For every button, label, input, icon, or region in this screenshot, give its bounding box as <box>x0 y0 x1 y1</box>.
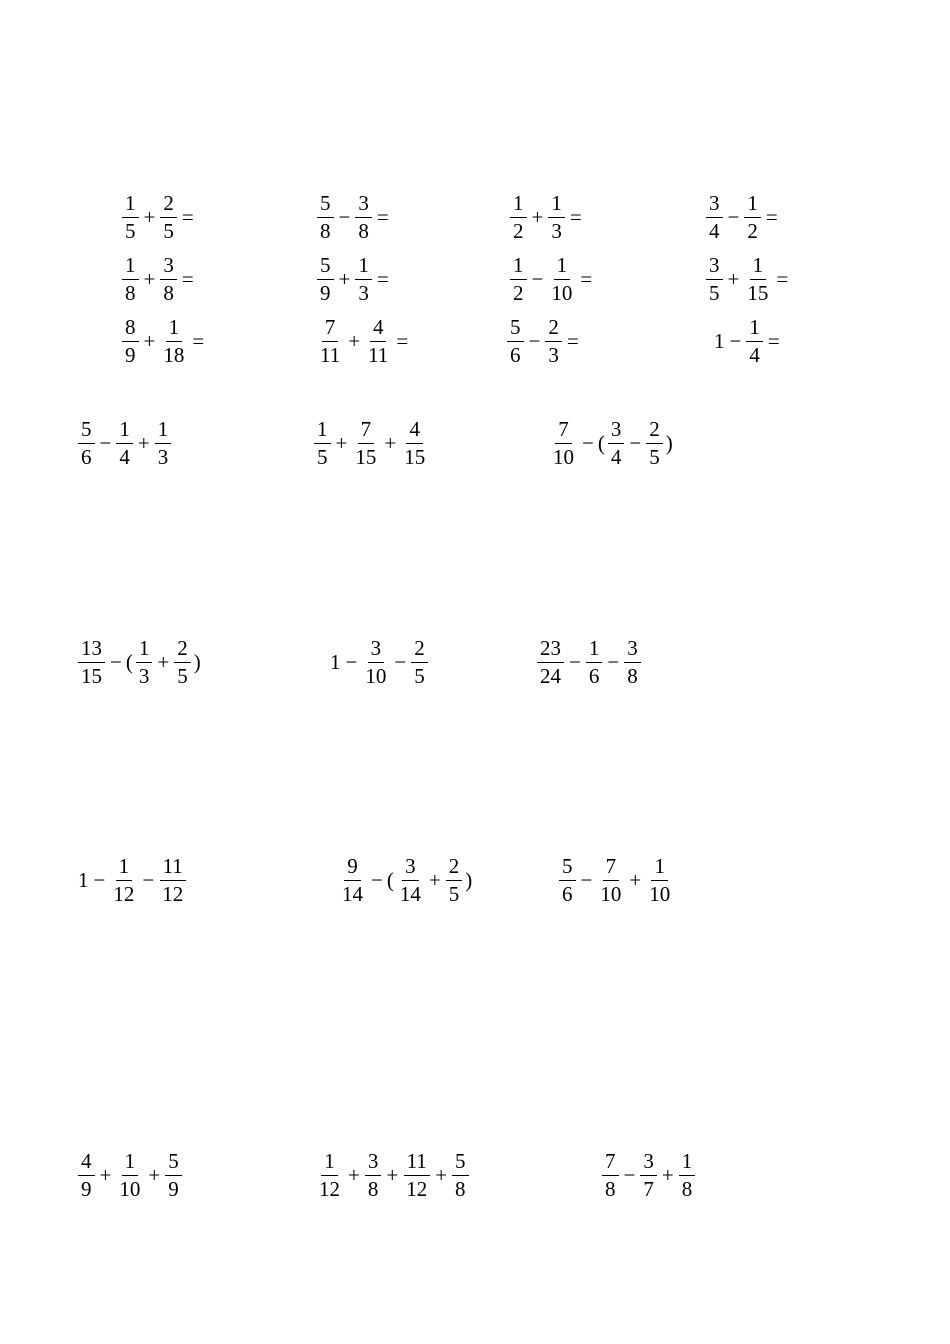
equals-sign: = <box>580 266 593 291</box>
operator: + <box>148 1162 161 1187</box>
fraction-numerator: 3 <box>365 1149 382 1176</box>
fraction <box>550 417 577 470</box>
equals-sign: = <box>566 328 579 353</box>
operator: + <box>384 430 397 455</box>
operator: − <box>623 1162 636 1187</box>
whole-number: 1 <box>330 649 341 674</box>
problem-item <box>76 627 202 697</box>
fraction-numerator: 1 <box>116 854 133 881</box>
fraction-numerator: 3 <box>624 636 641 663</box>
fraction <box>510 253 527 306</box>
fraction <box>160 253 177 306</box>
operator: − <box>569 649 581 674</box>
problem-item <box>704 182 781 252</box>
fraction-denominator: 8 <box>125 280 136 305</box>
operator: − <box>345 649 358 674</box>
fraction-denominator: 6 <box>588 663 600 688</box>
fraction-denominator: 5 <box>163 218 174 243</box>
operator: + <box>531 204 544 229</box>
equals-sign: = <box>181 204 194 229</box>
fraction <box>165 1149 182 1202</box>
equals-sign: = <box>192 328 205 353</box>
fraction <box>545 315 562 368</box>
fraction-numerator: 5 <box>317 191 334 218</box>
fraction-denominator: 2 <box>513 218 524 243</box>
fraction <box>174 636 191 689</box>
fraction-numerator: 1 <box>122 191 139 218</box>
fraction <box>452 1149 469 1202</box>
fraction-numerator: 5 <box>452 1149 469 1176</box>
fraction-numerator: 7 <box>603 854 620 881</box>
fraction <box>403 1149 430 1202</box>
fraction <box>122 253 139 306</box>
operator: − <box>629 430 642 455</box>
fraction <box>317 191 334 244</box>
fraction <box>744 191 761 244</box>
fraction <box>706 253 723 306</box>
parenthesis: ( <box>125 649 133 674</box>
fraction-denominator: 18 <box>163 342 185 367</box>
operator: − <box>729 328 742 353</box>
fraction-numerator: 1 <box>155 417 172 444</box>
fraction-numerator: 9 <box>344 854 361 881</box>
operator: + <box>348 328 361 353</box>
fraction-numerator: 1 <box>321 1149 338 1176</box>
fraction-denominator: 8 <box>163 280 174 305</box>
fraction-denominator: 4 <box>749 342 760 367</box>
fraction-numerator: 1 <box>586 636 603 663</box>
fraction <box>507 315 524 368</box>
fraction-numerator: 5 <box>507 315 524 342</box>
fraction-denominator: 9 <box>168 1176 179 1201</box>
operator: + <box>157 649 170 674</box>
fraction-denominator: 15 <box>747 280 769 305</box>
fraction <box>116 1149 143 1202</box>
fraction-denominator: 9 <box>320 280 331 305</box>
fraction-numerator: 8 <box>122 315 139 342</box>
fraction-numerator: 4 <box>370 315 387 342</box>
fraction <box>744 253 771 306</box>
fraction-denominator: 4 <box>709 218 720 243</box>
operator: + <box>727 266 740 291</box>
fraction-denominator: 5 <box>125 218 136 243</box>
fraction-denominator: 5 <box>649 444 660 469</box>
fraction-numerator: 2 <box>411 636 428 663</box>
equals-sign: = <box>181 266 194 291</box>
fraction-numerator: 5 <box>78 417 95 444</box>
problem-item <box>328 627 430 697</box>
fraction <box>110 854 137 907</box>
problem-item <box>505 306 582 376</box>
fraction-denominator: 3 <box>138 663 150 688</box>
problem-item <box>315 182 392 252</box>
fraction <box>548 191 565 244</box>
problem-item <box>315 306 411 376</box>
fraction <box>122 191 139 244</box>
operator: − <box>531 266 544 291</box>
fraction <box>397 854 424 907</box>
fraction-numerator: 3 <box>355 191 372 218</box>
problem-item <box>120 244 197 314</box>
problem-item <box>508 182 585 252</box>
fraction-denominator: 3 <box>548 342 559 367</box>
fraction-denominator: 5 <box>709 280 720 305</box>
equals-sign: = <box>776 266 789 291</box>
fraction-numerator: 2 <box>174 636 191 663</box>
fraction-numerator: 3 <box>706 253 723 280</box>
fraction-denominator: 24 <box>540 663 561 688</box>
fraction <box>746 315 763 368</box>
fraction-denominator: 10 <box>119 1176 141 1201</box>
operator: + <box>335 430 348 455</box>
operator: + <box>143 266 156 291</box>
fraction-numerator: 5 <box>559 854 576 881</box>
fraction-denominator: 7 <box>643 1176 654 1201</box>
fraction-denominator: 5 <box>448 881 460 906</box>
whole-number: 1 <box>78 867 89 892</box>
fraction-numerator: 1 <box>554 253 571 280</box>
fraction-numerator: 7 <box>358 417 375 444</box>
fraction <box>411 636 428 689</box>
fraction <box>317 315 343 368</box>
problem-item <box>76 1140 184 1210</box>
problem-item <box>314 1140 471 1210</box>
operator: − <box>580 867 593 892</box>
fraction-numerator: 1 <box>122 1149 139 1176</box>
fraction-numerator: 3 <box>368 636 385 663</box>
fraction-denominator: 3 <box>358 280 369 305</box>
fraction-numerator: 1 <box>116 417 133 444</box>
fraction-denominator: 6 <box>510 342 521 367</box>
fraction <box>624 636 641 689</box>
fraction <box>339 854 366 907</box>
fraction-numerator: 1 <box>679 1149 696 1176</box>
operator: − <box>727 204 740 229</box>
operator: − <box>142 867 155 892</box>
fraction-denominator: 4 <box>610 444 622 469</box>
fraction-numerator: 11 <box>160 854 186 881</box>
fraction-numerator: 1 <box>355 253 372 280</box>
fraction-numerator: 1 <box>746 315 763 342</box>
equals-sign: = <box>767 328 780 353</box>
parenthesis: ) <box>193 649 201 674</box>
fraction-numerator: 3 <box>402 854 419 881</box>
fraction <box>355 191 372 244</box>
fraction-denominator: 9 <box>81 1176 92 1201</box>
fraction <box>608 417 625 470</box>
fraction <box>679 1149 696 1202</box>
fraction-denominator: 12 <box>113 881 135 906</box>
fraction <box>352 417 379 470</box>
fraction <box>646 417 663 470</box>
fraction <box>586 636 603 689</box>
fraction-denominator: 2 <box>747 218 758 243</box>
problem-item <box>508 244 595 314</box>
fraction <box>317 253 334 306</box>
fraction-denominator: 5 <box>414 663 425 688</box>
fraction <box>640 1149 657 1202</box>
fraction-numerator: 4 <box>406 417 423 444</box>
fraction-denominator: 11 <box>368 342 389 367</box>
fraction-numerator: 1 <box>136 636 153 663</box>
problem-item <box>600 1140 697 1210</box>
fraction-numerator: 7 <box>555 417 572 444</box>
fraction-numerator: 4 <box>78 1149 95 1176</box>
fraction-denominator: 8 <box>681 1176 693 1201</box>
fraction-denominator: 8 <box>605 1176 616 1201</box>
fraction <box>548 253 575 306</box>
fraction <box>316 1149 343 1202</box>
fraction-numerator: 3 <box>608 417 625 444</box>
fraction-denominator: 4 <box>119 444 130 469</box>
fraction-numerator: 1 <box>314 417 331 444</box>
fraction-numerator: 1 <box>166 315 183 342</box>
fraction-numerator: 1 <box>744 191 761 218</box>
operator: − <box>371 867 383 892</box>
problem-item <box>535 627 643 697</box>
fraction-numerator: 7 <box>602 1149 619 1176</box>
fraction <box>559 854 576 907</box>
fraction-denominator: 12 <box>319 1176 340 1201</box>
parenthesis: ( <box>386 867 394 892</box>
fraction-denominator: 15 <box>404 444 426 469</box>
fraction-numerator: 2 <box>160 191 177 218</box>
fraction-denominator: 6 <box>562 881 573 906</box>
problem-item <box>76 408 173 478</box>
problem-item <box>315 244 392 314</box>
fraction-numerator: 1 <box>510 253 527 280</box>
fraction <box>355 253 372 306</box>
problem-item <box>704 244 791 314</box>
fraction-denominator: 10 <box>551 280 573 305</box>
fraction-denominator: 3 <box>157 444 169 469</box>
problem-item <box>76 845 188 915</box>
operator: + <box>428 867 441 892</box>
fraction-numerator: 1 <box>548 191 565 218</box>
fraction-numerator: 5 <box>317 253 334 280</box>
operator: + <box>143 328 156 353</box>
operator: + <box>386 1162 399 1187</box>
operator: + <box>338 266 351 291</box>
operator: − <box>338 204 351 229</box>
operator: + <box>629 867 642 892</box>
equals-sign: = <box>569 204 582 229</box>
fraction <box>706 191 723 244</box>
fraction-numerator: 1 <box>651 854 668 881</box>
fraction <box>136 636 153 689</box>
operator: + <box>435 1162 448 1187</box>
fraction-numerator: 7 <box>322 315 339 342</box>
fraction <box>78 417 95 470</box>
problem-item <box>712 306 783 376</box>
fraction <box>78 1149 95 1202</box>
problem-item <box>120 306 207 376</box>
fraction-denominator: 10 <box>649 881 671 906</box>
fraction-numerator: 1 <box>122 253 139 280</box>
fraction-numerator: 2 <box>545 315 562 342</box>
operator: − <box>582 430 594 455</box>
fraction <box>365 315 391 368</box>
fraction-denominator: 8 <box>627 663 638 688</box>
fraction-denominator: 6 <box>81 444 92 469</box>
fraction-numerator: 1 <box>510 191 527 218</box>
fraction-denominator: 5 <box>317 444 328 469</box>
fraction-numerator: 11 <box>404 1149 430 1176</box>
fraction <box>78 636 105 689</box>
fraction <box>365 1149 382 1202</box>
fraction <box>646 854 673 907</box>
fraction-denominator: 9 <box>125 342 136 367</box>
problem-item <box>312 408 430 478</box>
operator: − <box>110 649 122 674</box>
fraction-denominator: 8 <box>358 218 369 243</box>
fraction-numerator: 2 <box>646 417 663 444</box>
operator: − <box>528 328 541 353</box>
fraction <box>116 417 133 470</box>
operator: + <box>137 430 150 455</box>
problem-item <box>557 845 675 915</box>
fraction-numerator: 13 <box>78 636 105 663</box>
fraction-denominator: 8 <box>455 1176 466 1201</box>
parenthesis: ) <box>665 430 673 455</box>
fraction <box>597 854 624 907</box>
fraction-denominator: 15 <box>81 663 102 688</box>
operator: + <box>348 1162 360 1187</box>
fraction-denominator: 10 <box>553 444 574 469</box>
operator: − <box>93 867 106 892</box>
fraction <box>537 636 564 689</box>
fraction-denominator: 8 <box>320 218 331 243</box>
fraction-numerator: 3 <box>706 191 723 218</box>
equals-sign: = <box>376 266 389 291</box>
fraction-numerator: 5 <box>165 1149 182 1176</box>
parenthesis: ) <box>465 867 473 892</box>
operator: + <box>661 1162 674 1187</box>
fraction <box>510 191 527 244</box>
fraction <box>314 417 331 470</box>
fraction-numerator: 3 <box>640 1149 657 1176</box>
fraction <box>155 417 172 470</box>
fraction-denominator: 14 <box>399 881 421 906</box>
fraction-denominator: 12 <box>162 881 184 906</box>
fraction-numerator: 2 <box>446 854 463 881</box>
fraction-denominator: 10 <box>600 881 622 906</box>
fraction <box>401 417 428 470</box>
operator: + <box>143 204 156 229</box>
operator: − <box>607 649 620 674</box>
fraction-numerator: 23 <box>537 636 564 663</box>
operator: + <box>99 1162 112 1187</box>
fraction-denominator: 3 <box>551 218 562 243</box>
fraction <box>160 315 187 368</box>
fraction <box>160 191 177 244</box>
fraction-denominator: 2 <box>513 280 524 305</box>
problem-item <box>337 845 473 915</box>
equals-sign: = <box>765 204 778 229</box>
equals-sign: = <box>376 204 389 229</box>
fraction-numerator: 3 <box>160 253 177 280</box>
fraction-denominator: 15 <box>355 444 377 469</box>
operator: − <box>99 430 112 455</box>
fraction <box>446 854 463 907</box>
fraction-denominator: 14 <box>342 881 363 906</box>
fraction-denominator: 8 <box>367 1176 379 1201</box>
fraction <box>602 1149 619 1202</box>
fraction-numerator: 1 <box>750 253 767 280</box>
whole-number: 1 <box>714 328 725 353</box>
fraction <box>122 315 139 368</box>
fraction-denominator: 10 <box>365 663 387 688</box>
fraction <box>159 854 186 907</box>
operator: − <box>394 649 407 674</box>
fraction <box>362 636 389 689</box>
parenthesis: ( <box>597 430 605 455</box>
problem-item <box>120 182 197 252</box>
equals-sign: = <box>396 328 409 353</box>
problem-item <box>548 408 674 478</box>
fraction-denominator: 11 <box>320 342 341 367</box>
fraction-denominator: 5 <box>177 663 188 688</box>
fraction-denominator: 12 <box>406 1176 428 1201</box>
